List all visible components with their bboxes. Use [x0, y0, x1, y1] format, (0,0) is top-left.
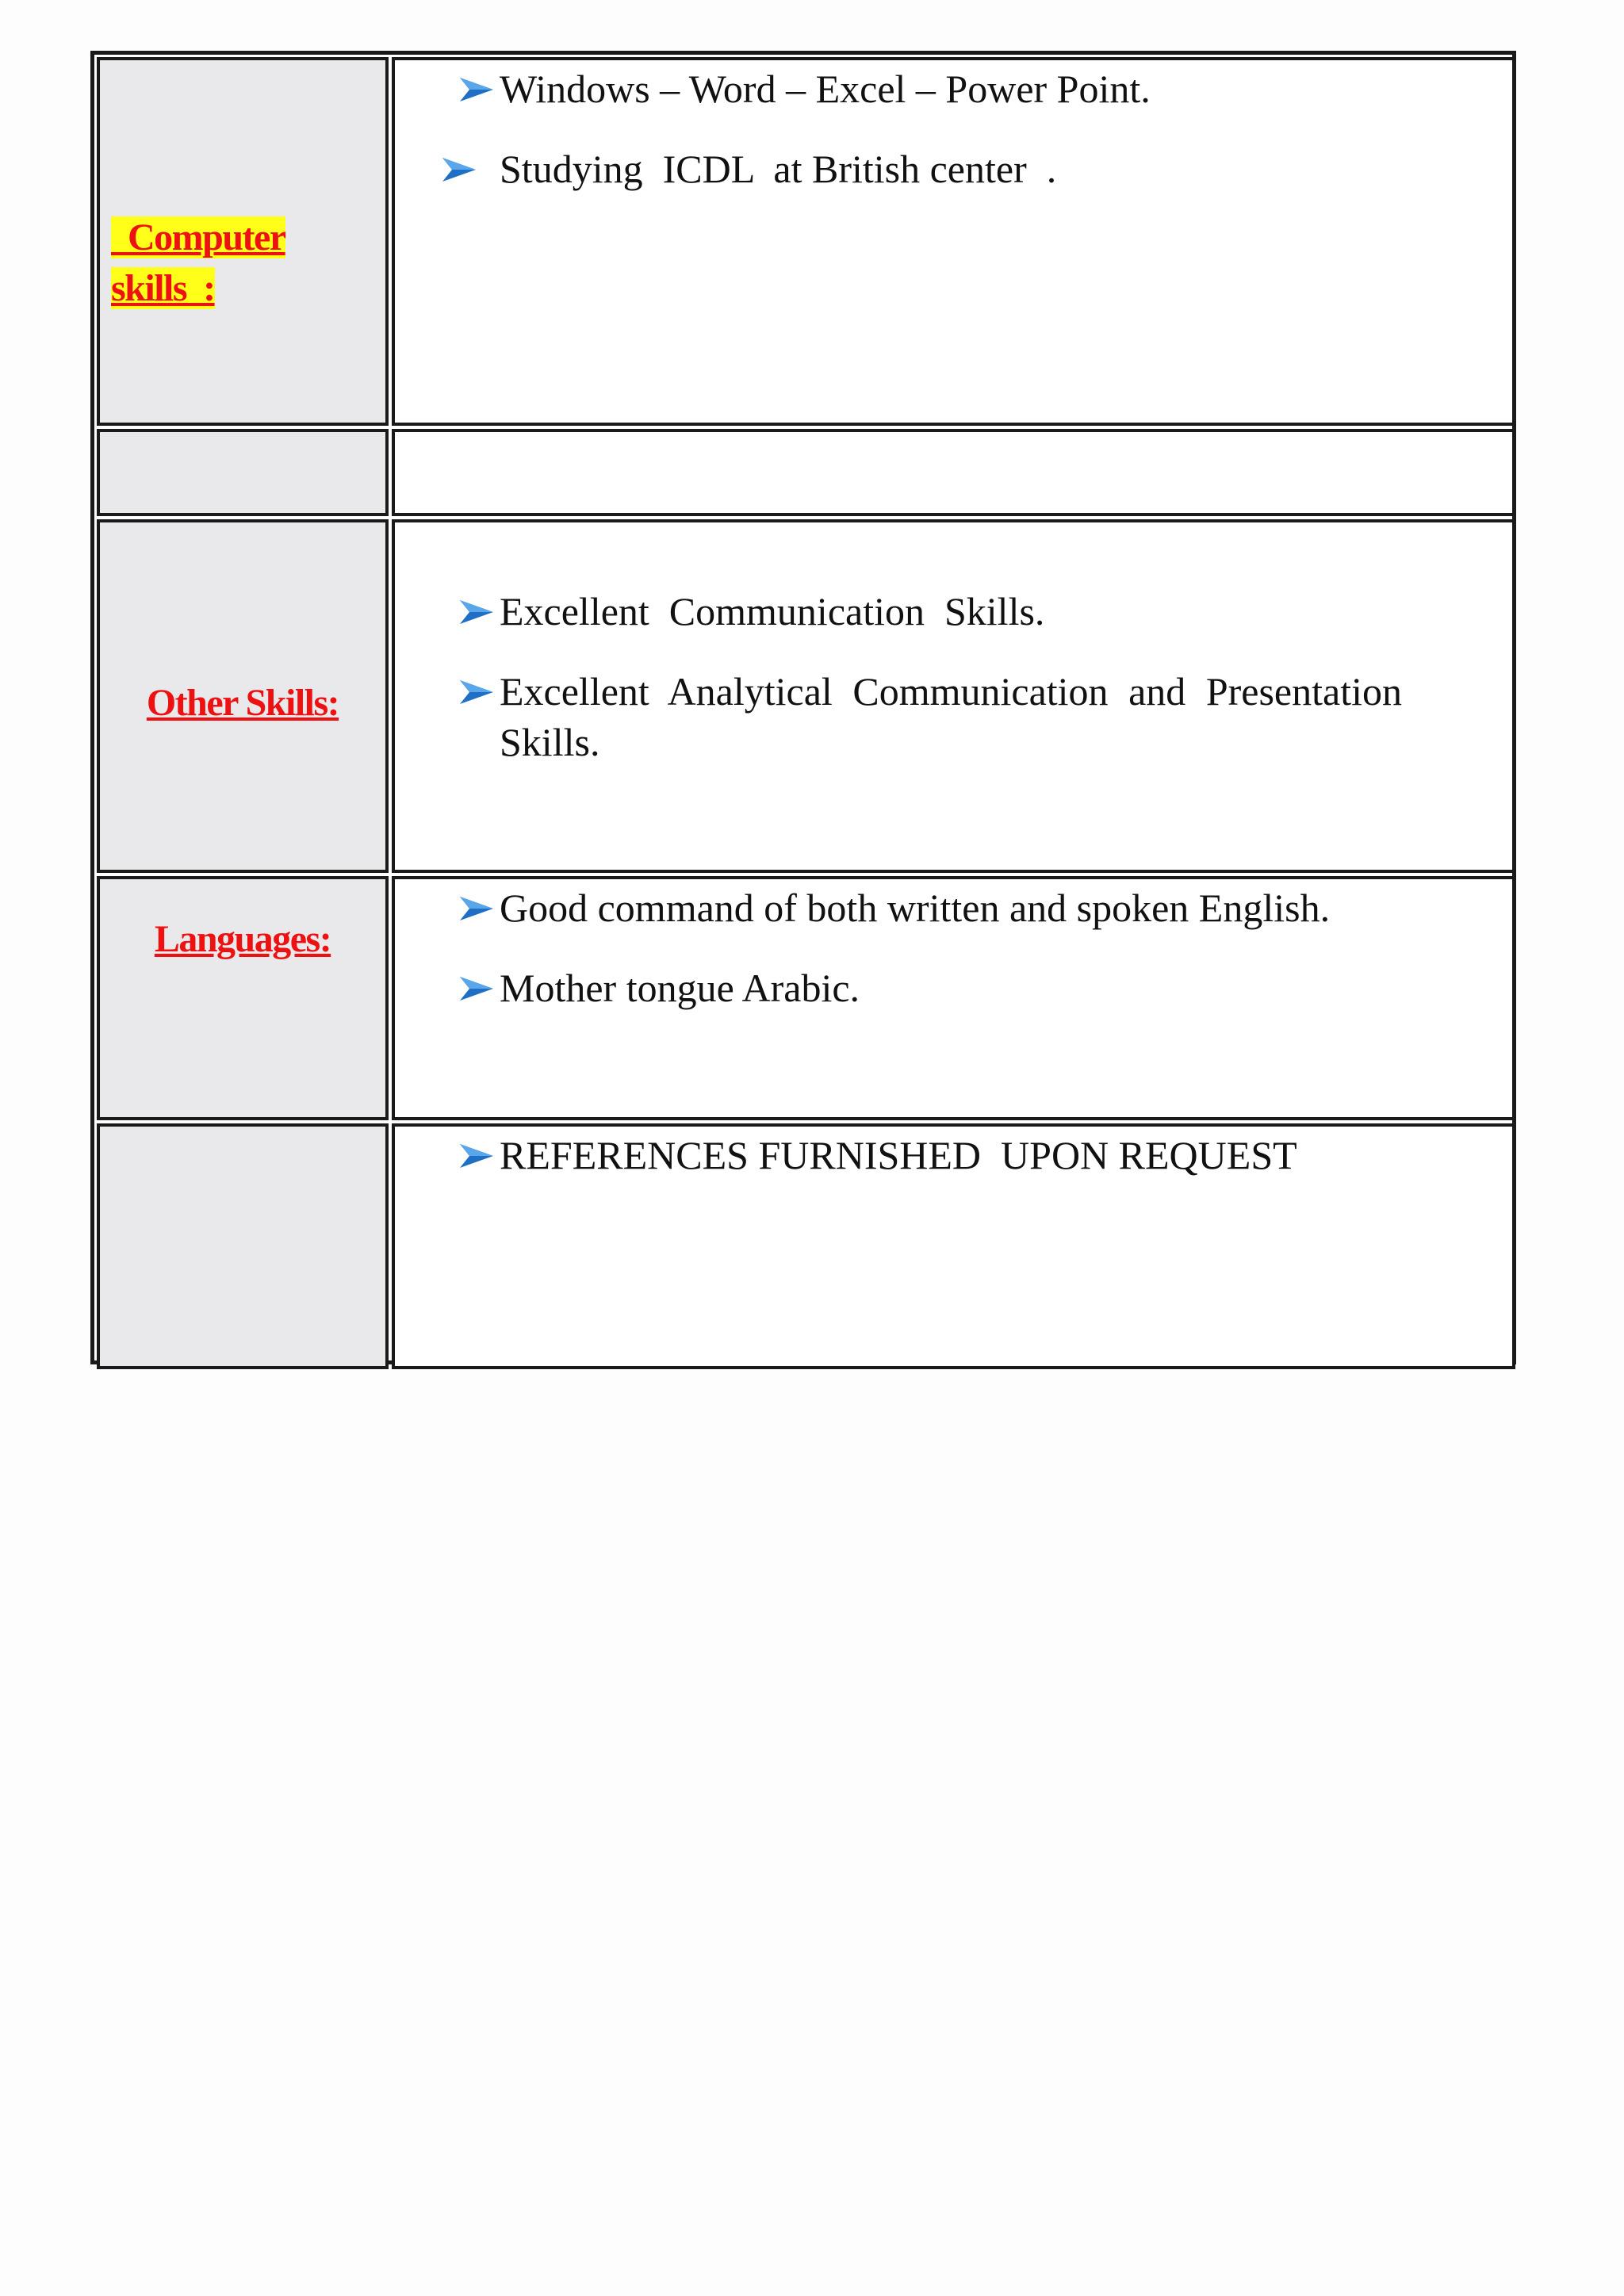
- list-item: [458, 666, 1402, 767]
- arrow-bullet-icon: [458, 895, 495, 922]
- empty-content-cell: [392, 429, 1515, 516]
- other-skills-label: Other Skills:: [146, 682, 339, 724]
- list-item-text: Good command of both written and spoken English.: [500, 886, 1331, 930]
- list-item: [458, 63, 1402, 114]
- arrow-bullet-icon: [458, 679, 495, 706]
- other-skills-label-cell: [97, 519, 389, 873]
- list-item-text: Studying ICDL at British center .: [500, 147, 1057, 191]
- arrow-bullet-icon: [458, 76, 495, 103]
- list-item-text: Windows – Word – Excel – Power Point.: [500, 67, 1151, 111]
- computer-skills-label-cell: [97, 57, 389, 426]
- references-content-cell: [392, 1123, 1515, 1369]
- computer-skills-label-line2: skills :: [111, 267, 215, 309]
- arrow-bullet-icon: [441, 156, 477, 183]
- computer-skills-content-cell: [392, 57, 1515, 426]
- languages-list: [458, 882, 1402, 1043]
- list-item-text: Excellent Communication Skills.: [500, 589, 1045, 633]
- list-item: [458, 1130, 1402, 1181]
- list-item-text: Mother tongue Arabic.: [500, 966, 860, 1010]
- computer-skills-list: [458, 63, 1402, 224]
- list-item-text: Excellent Analytical Communication and Presentation Skills.: [500, 669, 1402, 764]
- cv-table: [90, 51, 1516, 1364]
- other-skills-content-cell: [392, 519, 1515, 873]
- arrow-bullet-icon: [458, 599, 495, 626]
- list-item: [458, 586, 1402, 637]
- arrow-bullet-icon: [458, 975, 495, 1002]
- other-skills-list: [458, 586, 1402, 797]
- computer-skills-label: [111, 212, 341, 314]
- references-label-cell: [97, 1123, 389, 1369]
- empty-label-cell: [97, 429, 389, 516]
- list-item: [458, 882, 1402, 933]
- list-item: [458, 962, 1402, 1013]
- arrow-bullet-icon: [458, 1142, 495, 1169]
- references-list: [458, 1130, 1402, 1210]
- languages-label-cell: [97, 876, 389, 1120]
- languages-label: Languages:: [154, 918, 331, 960]
- list-item: [458, 144, 1402, 194]
- list-item-text: REFERENCES FURNISHED UPON REQUEST: [500, 1133, 1297, 1177]
- computer-skills-label-line1: Computer: [111, 216, 285, 258]
- languages-content-cell: [392, 876, 1515, 1120]
